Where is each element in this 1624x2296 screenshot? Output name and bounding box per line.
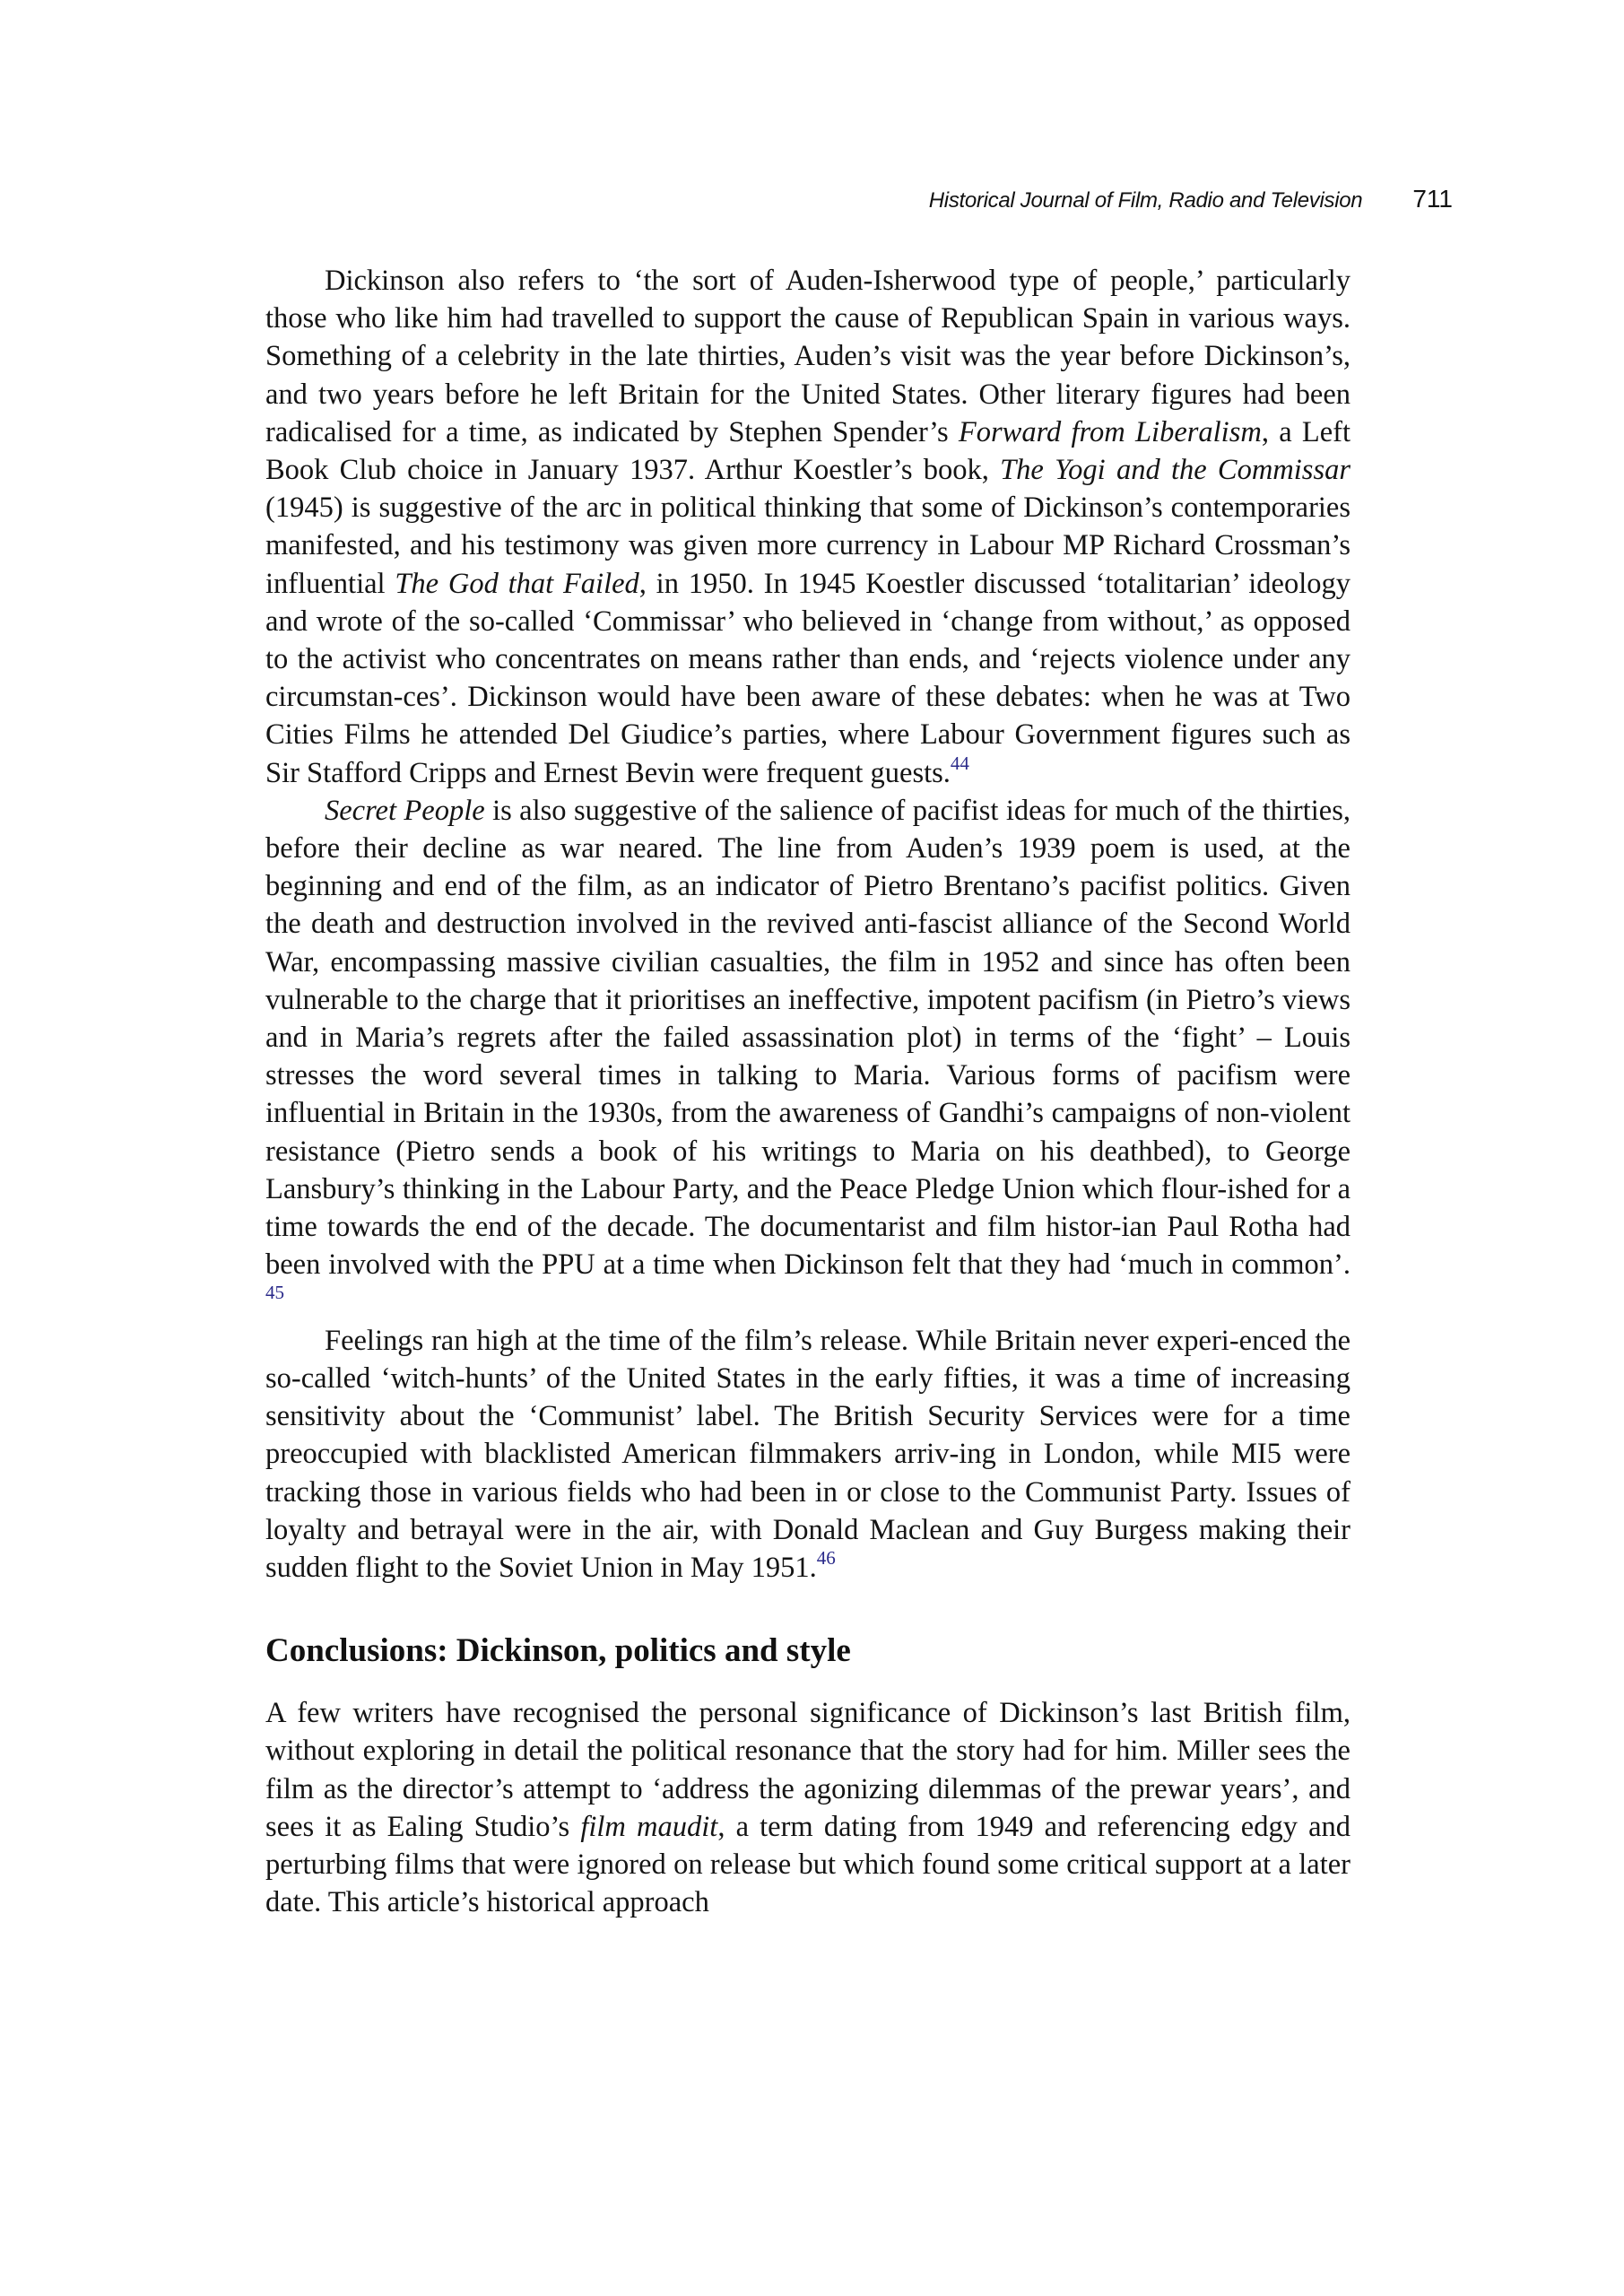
article-body (265, 262, 1350, 1921)
text-run: , in 1950. In 1945 Koestler discussed ‘totalitarian’ ideology and wrote of the so-called ‘Commissar’ who believed in ‘change from without,’ as opposed to the activist who concentrates on means rather than ends, and ‘rejects violence under any circumstan-ces’. Dickinson would have been aware of these debates: when he was at Two Cities Films he attended Del Giudice’s parties, where Labour Government figures such as Sir Stafford Cripps and Ernest Bevin were frequent guests. (265, 567, 1350, 789)
text-run: Dickinson also refers to ‘the sort of Auden-Isherwood type of people,’ particularly those who like him had travelled to support the cause of Republican Spain in various ways. Something of a celebrity in the late thirties, Auden’s visit was the year before Dickinson’s, and two years before he left Britain for the United States. Other literary figures had been radicalised for a time, as indicated by Stephen Spender’s (265, 265, 1350, 448)
running-head (879, 185, 1453, 213)
italic-title: The Yogi and the Commissar (1000, 454, 1350, 487)
text-run: Feelings ran high at the time of the film’s release. While Britain never experi-enced the so-called ‘witch-hunts’ of the United States in the early fifties, it was a time of increasing sensitivity about the ‘Communist’ label. The British Security Services were for a time preoccupied with blacklisted American filmmakers arriv-ing in London, while MI5 were tracking those in various fields who had been in or close to the Communist Party. Issues of loyalty and betrayal were in the air, with Donald Maclean and Guy Burgess making their sudden flight to the Soviet Union in May 1951. (265, 1324, 1350, 1584)
italic-title: film maudit (580, 1810, 718, 1843)
text-run: , a Left Book Club choice in January 1937. Arthur Koestler’s book, (265, 415, 1350, 487)
text-run: (1945) is suggestive of the arc in political thinking that some of Dickinson’s contemporaries manifested, and his testimony was given more currency in Labour MP Richard Crossman’s influential (265, 491, 1350, 600)
footnote-ref[interactable]: 46 (816, 1546, 836, 1569)
page-number: 711 (1412, 185, 1453, 213)
paragraph (265, 1322, 1350, 1587)
journal-title: Historical Journal of Film, Radio and Television (928, 188, 1363, 213)
footnote-ref[interactable]: 44 (950, 752, 969, 774)
text-run: , a term dating from 1949 and referencing edgy and perturbing films that were ignored on release but which found some critical support at a later date. This article’s historical approach (265, 1810, 1350, 1919)
paragraph (265, 792, 1350, 1322)
footnote-ref[interactable]: 45 (265, 1282, 284, 1304)
paragraph (265, 1694, 1350, 1921)
italic-title: Forward from Liberalism (958, 415, 1262, 448)
text-run: is also suggestive of the salience of pacifist ideas for much of the thirties, before their decline as war neared. The line from Auden’s 1939 poem is used, at the beginning and end of the film, as an indicator of Pietro Brentano’s pacifist politics. Given the death and destruction involved in the revived anti-fascist alliance of the Second World War, encompassing massive civilian casualties, the film in 1952 and since has often been vulnerable to the charge that it prioritises an ineffective, impotent pacifism (in Pietro’s views and in Maria’s regrets after the failed assassination plot) in terms of the ‘fight’ – Louis stresses the word several times in talking to Maria. Various forms of pacifism were influential in Britain in the 1930s, from the awareness of Gandhi’s campaigns of non-violent resistance (Pietro sends a book of his writings to Maria on his deathbed), to George Lansbury’s thinking in the Labour Party, and the Peace Pledge Union which flour-ished for a time towards the end of the decade. The documentarist and film histor-ian Paul Rotha had been involved with the PPU at a time when Dickinson felt that they had ‘much in common’. (265, 794, 1350, 1282)
italic-title: Secret People (325, 794, 485, 827)
italic-title: The God that Failed (395, 567, 639, 600)
section-heading: Conclusions: Dickinson, politics and style (265, 1632, 851, 1670)
paragraph (265, 262, 1350, 792)
text-run: A few writers have recognised the personal significance of Dickinson’s last British film, without exploring in detail the political resonance that the story had for him. Miller sees the film as the director’s attempt to ‘address the agonizing dilemmas of the prewar years’, and sees it as Ealing Studio’s (265, 1697, 1350, 1843)
